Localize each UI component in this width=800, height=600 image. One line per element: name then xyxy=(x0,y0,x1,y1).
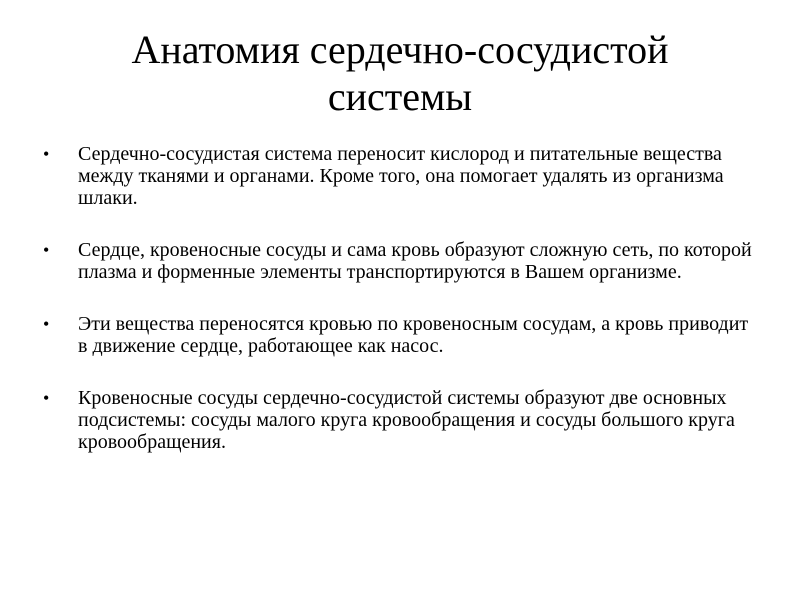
bullet-text-2: Сердце, кровеносные сосуды и сама кровь образуют сложную сеть, по которой плазма и форменные элементы транспортируются в Вашем организме. xyxy=(78,239,752,283)
bullet-item-3 xyxy=(40,313,760,357)
bullet-item-4 xyxy=(40,387,760,453)
bullet-list xyxy=(40,143,760,483)
bullet-text-3: Эти вещества переносятся кровью по кровеносным сосудам, а кровь приводит в движение сердце, работающее как насос. xyxy=(78,313,749,357)
bullet-dot-icon: • xyxy=(43,314,50,334)
bullet-text-4: Кровеносные сосуды сердечно-сосудистой системы образуют две основных подсистемы: сосуды малого круга кровообращения и сосуды большого круга кровообращения. xyxy=(78,387,735,453)
bullet-item-1 xyxy=(40,143,760,209)
slide-title: Анатомия сердечно-сосудистой системы xyxy=(131,27,669,119)
bullet-item-2 xyxy=(40,239,760,283)
bullet-text-1: Сердечно-сосудистая система переносит кислород и питательные вещества между тканями и органами. Кроме того, она помогает удалять из организма шлаки. xyxy=(78,143,724,209)
bullet-dot-icon: • xyxy=(43,144,50,164)
bullet-dot-icon: • xyxy=(43,388,50,408)
bullet-dot-icon: • xyxy=(43,240,50,260)
